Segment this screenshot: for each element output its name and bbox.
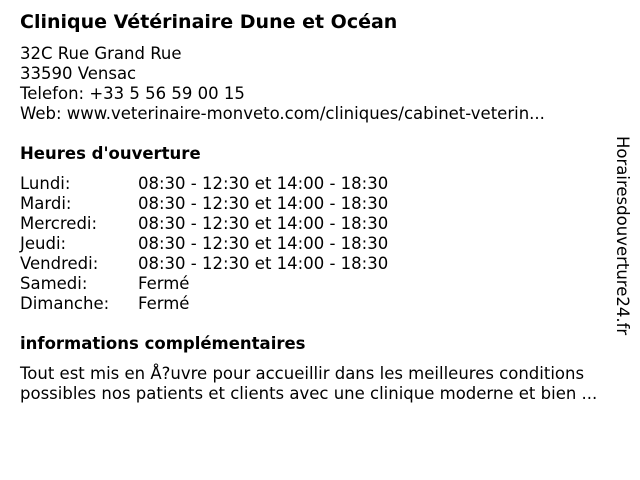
site-watermark	[612, 136, 636, 346]
day-label: Mercredi:	[20, 214, 98, 233]
phone-number: Telefon: +33 5 56 59 00 15	[20, 84, 245, 103]
day-hours: Fermé	[138, 294, 190, 313]
day-label: Samedi:	[20, 274, 88, 293]
day-label: Mardi:	[20, 194, 72, 213]
hours-row-thursday	[20, 234, 388, 254]
additional-info-text	[20, 364, 597, 404]
additional-info-heading: informations complémentaires	[20, 334, 306, 353]
hours-row-tuesday	[20, 194, 388, 214]
info-line: Tout est mis en Å?uvre pour accueillir dans les meilleures conditions	[20, 364, 585, 383]
hours-row-friday	[20, 254, 388, 274]
day-label: Dimanche:	[20, 294, 110, 313]
hours-row-saturday	[20, 274, 388, 294]
day-hours: Fermé	[138, 274, 190, 293]
info-line: possibles nos patients et clients avec une clinique moderne et bien ...	[20, 384, 598, 403]
opening-hours-table	[20, 174, 388, 314]
day-hours: 08:30 - 12:30 et 14:00 - 18:30	[138, 234, 389, 253]
watermark-text: Horairesdouverture24.fr	[613, 136, 632, 336]
day-label: Jeudi:	[20, 234, 67, 253]
hours-row-monday	[20, 174, 388, 194]
day-hours: 08:30 - 12:30 et 14:00 - 18:30	[138, 254, 389, 273]
website-link: Web: www.veterinaire-monveto.com/cliniques/cabinet-veterin...	[20, 104, 545, 123]
day-label: Vendredi:	[20, 254, 99, 273]
contact-block	[20, 44, 545, 124]
address-street: 32C Rue Grand Rue	[20, 44, 182, 63]
hours-row-sunday	[20, 294, 388, 314]
hours-row-wednesday	[20, 214, 388, 234]
day-hours: 08:30 - 12:30 et 14:00 - 18:30	[138, 194, 389, 213]
opening-hours-heading: Heures d'ouverture	[20, 144, 201, 163]
day-hours: 08:30 - 12:30 et 14:00 - 18:30	[138, 174, 389, 193]
clinic-name: Clinique Vétérinaire Dune et Océan	[20, 11, 398, 33]
day-label: Lundi:	[20, 174, 71, 193]
address-city: 33590 Vensac	[20, 64, 137, 83]
day-hours: 08:30 - 12:30 et 14:00 - 18:30	[138, 214, 389, 233]
